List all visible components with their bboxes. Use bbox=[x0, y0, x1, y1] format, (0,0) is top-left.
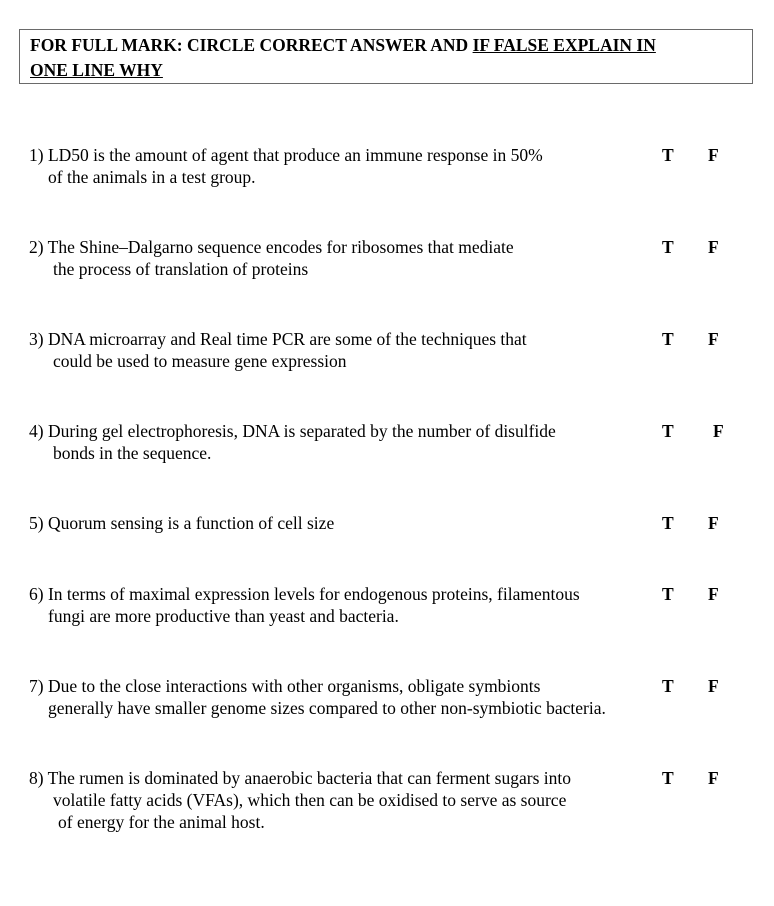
question-7-true-option[interactable]: T bbox=[662, 676, 674, 696]
instruction-box bbox=[19, 29, 753, 84]
question-5-line-1: 5) Quorum sensing is a function of cell size bbox=[29, 513, 335, 533]
question-2 bbox=[29, 236, 514, 280]
question-5-true-option[interactable]: T bbox=[662, 513, 674, 533]
question-3-line-2: could be used to measure gene expression bbox=[53, 351, 347, 371]
question-5 bbox=[29, 512, 334, 534]
question-6 bbox=[29, 583, 580, 627]
question-7-line-2: generally have smaller genome sizes compared to other non-symbiotic bacteria. bbox=[48, 698, 606, 718]
question-6-false-option[interactable]: F bbox=[708, 584, 719, 604]
question-4-true-option[interactable]: T bbox=[662, 421, 674, 441]
question-8-line-2: volatile fatty acids (VFAs), which then can be oxidised to serve as source bbox=[53, 790, 567, 810]
question-8-line-3: of energy for the animal host. bbox=[58, 812, 265, 832]
question-5-false-option[interactable]: F bbox=[708, 513, 719, 533]
question-2-line-1: 2) The Shine–Dalgarno sequence encodes for ribosomes that mediate bbox=[29, 237, 514, 257]
question-3-false-option[interactable]: F bbox=[708, 329, 719, 349]
question-8-line-1: 8) The rumen is dominated by anaerobic bacteria that can ferment sugars into bbox=[29, 768, 571, 788]
question-3-true-option[interactable]: T bbox=[662, 329, 674, 349]
instruction-underlined-2: ONE LINE WHY bbox=[30, 60, 163, 80]
question-4-false-option[interactable]: F bbox=[713, 421, 724, 441]
question-3-line-1: 3) DNA microarray and Real time PCR are some of the techniques that bbox=[29, 329, 527, 349]
question-4-line-1: 4) During gel electrophoresis, DNA is separated by the number of disulfide bbox=[29, 421, 556, 441]
question-7-false-option[interactable]: F bbox=[708, 676, 719, 696]
instruction-plain: FOR FULL MARK: CIRCLE CORRECT ANSWER AND bbox=[30, 35, 473, 55]
question-7 bbox=[29, 675, 606, 719]
question-1-line-2: of the animals in a test group. bbox=[48, 167, 256, 187]
question-1-true-option[interactable]: T bbox=[662, 145, 674, 165]
question-7-line-1: 7) Due to the close interactions with other organisms, obligate symbionts bbox=[29, 676, 541, 696]
question-8-false-option[interactable]: F bbox=[708, 768, 719, 788]
question-2-true-option[interactable]: T bbox=[662, 237, 674, 257]
question-2-line-2: the process of translation of proteins bbox=[53, 259, 309, 279]
question-1-false-option[interactable]: F bbox=[708, 145, 719, 165]
question-4 bbox=[29, 420, 556, 464]
question-1-line-1: 1) LD50 is the amount of agent that produce an immune response in 50% bbox=[29, 145, 543, 165]
question-8 bbox=[29, 767, 571, 833]
instruction-underlined-1: IF FALSE EXPLAIN IN bbox=[472, 35, 656, 55]
question-4-line-2: bonds in the sequence. bbox=[53, 443, 212, 463]
question-6-line-1: 6) In terms of maximal expression levels for endogenous proteins, filamentous bbox=[29, 584, 580, 604]
question-2-false-option[interactable]: F bbox=[708, 237, 719, 257]
instruction-text bbox=[30, 33, 742, 83]
question-1 bbox=[29, 144, 543, 188]
question-3 bbox=[29, 328, 527, 372]
question-8-true-option[interactable]: T bbox=[662, 768, 674, 788]
question-6-line-2: fungi are more productive than yeast and bacteria. bbox=[48, 606, 399, 626]
question-6-true-option[interactable]: T bbox=[662, 584, 674, 604]
